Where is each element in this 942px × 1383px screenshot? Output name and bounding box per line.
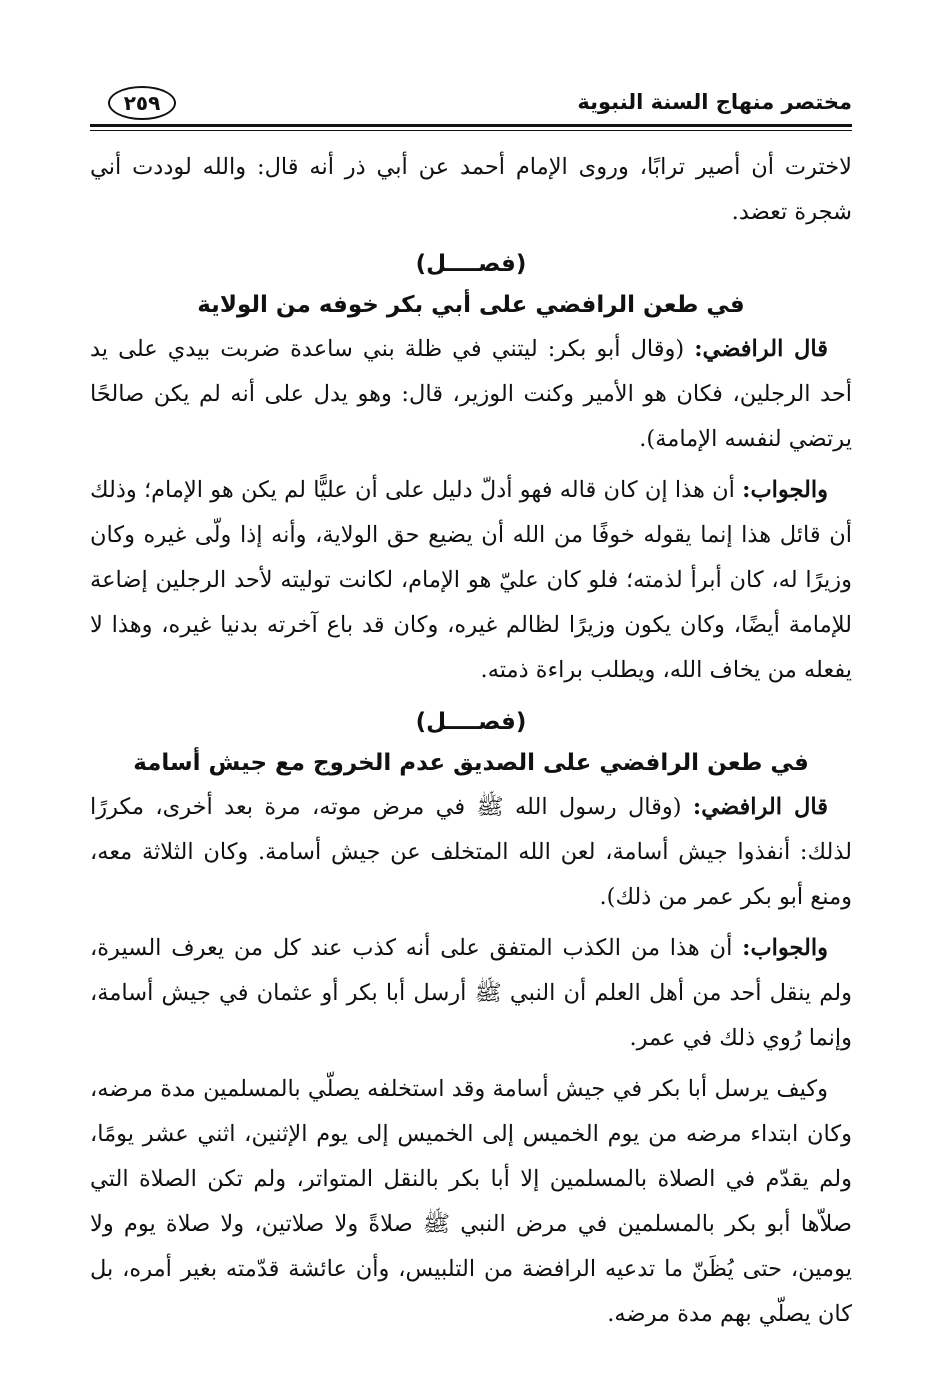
section-1-title: في طعن الرافضي على أبي بكر خوفه من الولاية [197,292,745,318]
section-1-answer [90,468,852,693]
section-1-fasl: (فصــــل) [415,251,527,277]
section-2-fasl: (فصــــل) [415,709,527,735]
section-1-claim-lead: قال الرافضي: [694,336,828,362]
page-number: ٢٥٩ [108,86,176,120]
section-1-claim [90,327,852,462]
section-2-claim-text: (وقال رسول الله ﷺ في مرض موته، مرة بعد أخرى، مكررًا لذلك: أنفذوا جيش أسامة، لعن الله المتخلف عن جيش أسامة. وكان الثلاثة معه، ومنع أبو بكر عمر من ذلك). [90,794,852,910]
section-2-claim-lead: قال الرافضي: [692,794,828,820]
section-2-answer-text: أن هذا من الكذب المتفق على أنه كذب عند كل من يعرف السيرة، ولم ينقل أحد من أهل العلم أن النبي ﷺ أرسل أبا بكر أو عثمان في جيش أسامة، وإنما رُوي ذلك في عمر. [90,935,852,1051]
page-content [90,145,852,1337]
section-1-answer-text: أن هذا إن كان قاله فهو أدلّ دليل على أن عليًّا لم يكن هو الإمام؛ وذلك أن قائل هذا إنما يقوله خوفًا من الله أن يضيع حق الولاية، وأنه إذا ولّى غيره وكان وزيرًا له، كان أبرأ لذمته؛ فلو كان عليّ هو الإمام، لكانت توليته لأحد الرجلين إضاعة للإمامة أيضًا، وكان يكون وزيرًا لظالم غيره، وكان قد باع آخرته بدنيا غيره، وهذا لا يفعله من يخاف الله، ويطلب براءة ذمته. [90,477,852,683]
section-2-answer [90,926,852,1061]
page-header [90,84,852,127]
section-2-title: في طعن الرافضي على الصديق عدم الخروج مع جيش أسامة [133,750,809,776]
section-2-final-paragraph: وكيف يرسل أبا بكر في جيش أسامة وقد استخلفه يصلّي بالمسلمين مدة مرضه، وكان ابتداء مرضه من يوم الخميس إلى الخميس إلى يوم الإثنين، اثني عشر يومًا، ولم يقدّم في الصلاة بالمسلمين إلا أبا بكر بالنقل المتواتر، ولم تكن الصلاة التي صلاّها أبو بكر بالمسلمين في مرض النبي ﷺ صلاةً ولا صلاتين، ولا صلاة يوم ولا يومين، حتى يُظَنّ ما تدعيه الرافضة من التلبيس، وأن عائشة قدّمته بغير أمره، بل كان يصلّي بهم مدة مرضه. [90,1076,852,1327]
book-page [90,84,852,1343]
intro-paragraph: لاخترت أن أصير ترابًا، وروى الإمام أحمد عن أبي ذر أنه قال: والله لوددت أني شجرة تعضد. [90,154,852,225]
section-2-answer-lead: والجواب: [742,935,828,961]
section-1-claim-text: (وقال أبو بكر: ليتني في ظلة بني ساعدة ضربت بيدي على يد أحد الرجلين، فكان هو الأمير وكنت الوزير، قال: وهو يدل على أنه لم يكن صالحًا يرتضي لنفسه الإمامة). [90,336,852,452]
book-title: مختصر منهاج السنة النبوية [577,90,852,114]
section-2-claim [90,785,852,920]
section-1-answer-lead: والجواب: [742,477,828,503]
